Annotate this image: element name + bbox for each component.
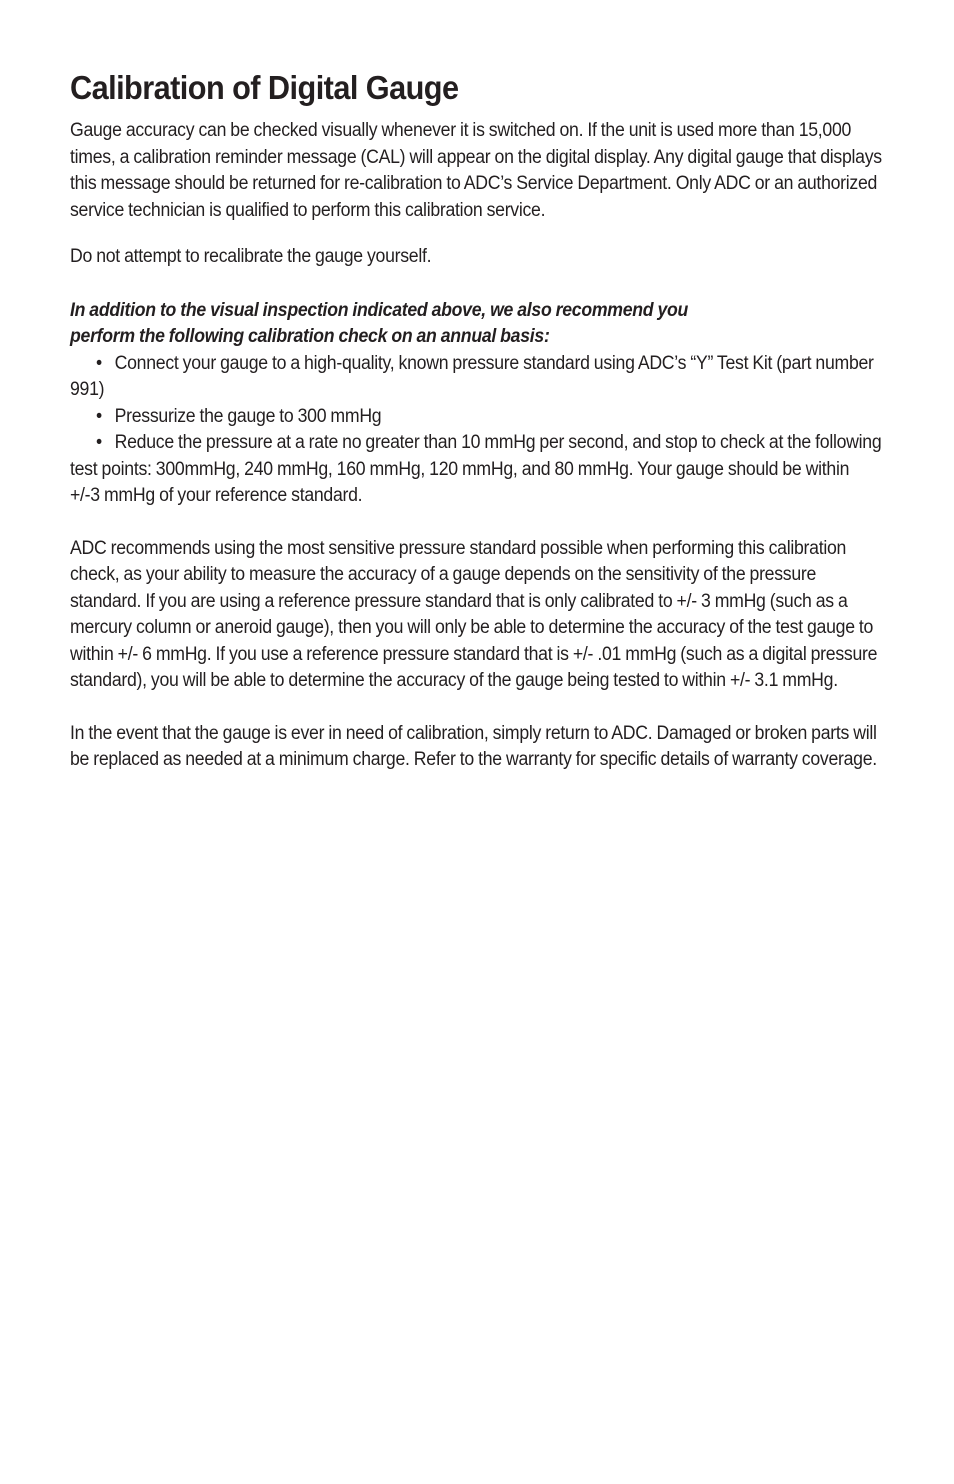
document-body [70,118,882,774]
list-item [70,404,882,431]
list-item [70,351,882,404]
sensitivity-paragraph: ADC recommends using the most sensitive pressure standard possible when performing this calibration check, as your ability to measure the accuracy of a gauge depends on the sensitivity of the pressure standard. If you are using a reference pressure standard that is only calibrated to +/- 3 mmHg (such as a mercury column or aneroid gauge), then you will only be able to determine the accuracy of the test gauge to within +/- 6 mmHg. If you use a reference pressure standard that is +/- .01 mmHg (such as a digital pressure standard), you will be able to determine the accuracy of the gauge being tested to within +/- 3.1 mmHg. [70,537,878,691]
recommendation-line-1: In addition to the visual inspection indicated above, we also recommend you [70,299,689,321]
warning-paragraph: Do not attempt to recalibrate the gauge yourself. [70,246,432,267]
calibration-steps-list [70,351,882,510]
step-text: Reduce the pressure at a rate no greater than 10 mmHg per second, and stop to check at the following test points: 300mmHg, 240 mmHg, 160 mmHg, 120 mmHg, and 80 mmHg. Your gauge should be within +/-3 mmHg of your reference standard. [70,432,882,506]
service-paragraph: In the event that the gauge is ever in need of calibration, simply return to ADC. Damaged or broken parts will be replaced as needed at a minimum charge. Refer to the warranty for specific details of warranty coverage. [70,722,877,770]
step-text: Connect your gauge to a high-quality, known pressure standard using ADC’s “Y” Test Kit (part number 991) [70,352,874,400]
document-page [70,68,882,774]
intro-paragraph: Gauge accuracy can be checked visually whenever it is switched on. If the unit is used more than 15,000 times, a calibration reminder message (CAL) will appear on the digital display. Any digital gauge that displays this message should be returned for re-calibration to ADC’s Service Department. Only ADC or an authorized service technician is qualified to perform this calibration service. [70,120,882,221]
bullet-icon: • [96,352,102,374]
step-text: Pressurize the gauge to 300 mmHg [114,405,382,427]
recommendation-paragraph [70,298,882,351]
recommendation-line-2: perform the following calibration check on an annual basis: [70,326,550,347]
list-item [70,430,882,510]
bullet-icon: • [96,405,102,427]
bullet-icon: • [96,432,102,453]
page-title: Calibration of Digital Gauge [70,69,459,106]
